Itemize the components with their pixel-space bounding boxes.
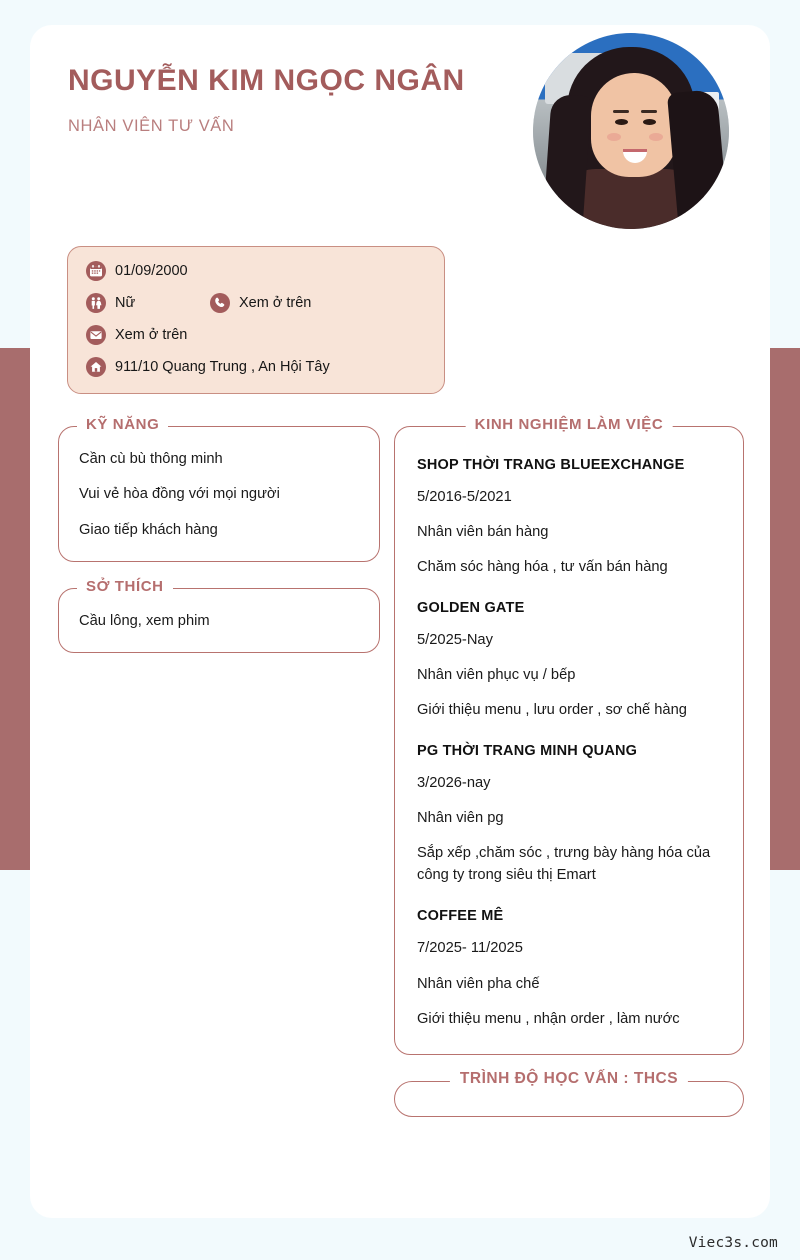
portrait-cheek-right bbox=[649, 133, 663, 141]
contact-gender bbox=[86, 293, 210, 313]
skills-title: KỸ NĂNG bbox=[77, 416, 168, 433]
portrait-eye-right bbox=[643, 119, 656, 125]
home-icon bbox=[86, 357, 106, 377]
footer-watermark: Viec3s.com bbox=[688, 1235, 778, 1251]
contact-row-address bbox=[86, 357, 426, 377]
resume-header bbox=[30, 25, 770, 228]
contact-phone bbox=[210, 293, 311, 313]
decorative-side-bar-left bbox=[0, 348, 30, 870]
experience-period: 3/2026-nay bbox=[417, 775, 491, 792]
hobbies-title: SỞ THÍCH bbox=[77, 578, 173, 595]
skill-item: Giao tiếp khách hàng bbox=[79, 521, 218, 538]
avatar bbox=[533, 33, 729, 229]
calendar-icon bbox=[86, 261, 106, 281]
decorative-side-bar-right bbox=[770, 348, 800, 870]
contact-row-gender-phone bbox=[86, 293, 426, 313]
envelope-icon bbox=[86, 325, 106, 345]
candidate-name: NGUYỄN KIM NGỌC NGÂN bbox=[68, 64, 465, 97]
gender-icon bbox=[86, 293, 106, 313]
experience-description: Sắp xếp ,chăm sóc , trưng bày hàng hóa của công ty trong siêu thị Emart bbox=[417, 845, 711, 884]
experience-position: Nhân viên phục vụ / bếp bbox=[417, 667, 576, 684]
experience-panel bbox=[394, 416, 744, 1055]
experience-position: Nhân viên pg bbox=[417, 810, 504, 827]
skill-item: Vui vẻ hòa đồng với mọi người bbox=[79, 486, 280, 503]
portrait-eye-left bbox=[615, 119, 628, 125]
contact-email-value: Xem ở trên bbox=[115, 327, 188, 343]
experience-entry bbox=[417, 908, 721, 1029]
portrait-cheek-left bbox=[607, 133, 621, 141]
experience-period: 5/2016-5/2021 bbox=[417, 489, 512, 505]
education-title: TRÌNH ĐỘ HỌC VẤN : THCS bbox=[450, 1070, 688, 1088]
contact-address bbox=[86, 357, 330, 377]
experience-company: GOLDEN GATE bbox=[417, 600, 525, 617]
portrait-face bbox=[591, 73, 677, 177]
contact-row-email bbox=[86, 325, 426, 345]
right-column bbox=[394, 412, 744, 1117]
contact-birthday bbox=[86, 261, 188, 281]
experience-description: Giới thiệu menu , nhận order , làm nước bbox=[417, 1010, 680, 1027]
experience-period: 7/2025- 11/2025 bbox=[417, 940, 523, 957]
experience-entry bbox=[417, 743, 721, 886]
contact-address-value: 911/10 Quang Trung , An Hội Tây bbox=[115, 359, 330, 375]
experience-entry bbox=[417, 600, 721, 721]
experience-position: Nhân viên pha chế bbox=[417, 975, 540, 992]
name-block bbox=[68, 58, 508, 136]
skills-panel bbox=[58, 416, 380, 562]
left-column bbox=[58, 412, 380, 653]
experience-company: PG THỜI TRANG MINH QUANG bbox=[417, 743, 638, 760]
skill-item: Cần cù bù thông minh bbox=[79, 451, 223, 467]
candidate-role: NHÂN VIÊN TƯ VẤN bbox=[68, 117, 235, 135]
hobbies-panel bbox=[58, 577, 380, 653]
phone-icon bbox=[210, 293, 230, 313]
experience-company: SHOP THỜI TRANG BLUEEXCHANGE bbox=[417, 457, 685, 473]
contact-info-box bbox=[67, 246, 445, 394]
contact-birthday-value: 01/09/2000 bbox=[115, 263, 188, 279]
contact-phone-value: Xem ở trên bbox=[239, 295, 312, 311]
resume-card bbox=[30, 25, 770, 1218]
hobby-item: Cầu lông, xem phim bbox=[79, 612, 210, 629]
avatar-photo bbox=[533, 33, 729, 229]
contact-row-birthday bbox=[86, 261, 426, 281]
experience-description: Giới thiệu menu , lưu order , sơ chế hàng bbox=[417, 702, 687, 719]
contact-gender-value: Nữ bbox=[115, 295, 136, 311]
resume-columns bbox=[30, 394, 770, 1117]
education-panel bbox=[394, 1069, 744, 1117]
experience-company: COFFEE MÊ bbox=[417, 908, 504, 925]
experience-entry bbox=[417, 457, 721, 578]
experience-period: 5/2025-Nay bbox=[417, 632, 493, 649]
experience-description: Chăm sóc hàng hóa , tư vấn bán hàng bbox=[417, 559, 668, 576]
portrait-hair-strand-right bbox=[667, 89, 729, 229]
portrait-mouth bbox=[623, 149, 647, 163]
portrait-brow-right bbox=[641, 110, 657, 113]
contact-email bbox=[86, 325, 187, 345]
experience-title: KINH NGHIỆM LÀM VIỆC bbox=[466, 416, 673, 433]
portrait-brow-left bbox=[613, 110, 629, 113]
experience-position: Nhân viên bán hàng bbox=[417, 524, 549, 541]
